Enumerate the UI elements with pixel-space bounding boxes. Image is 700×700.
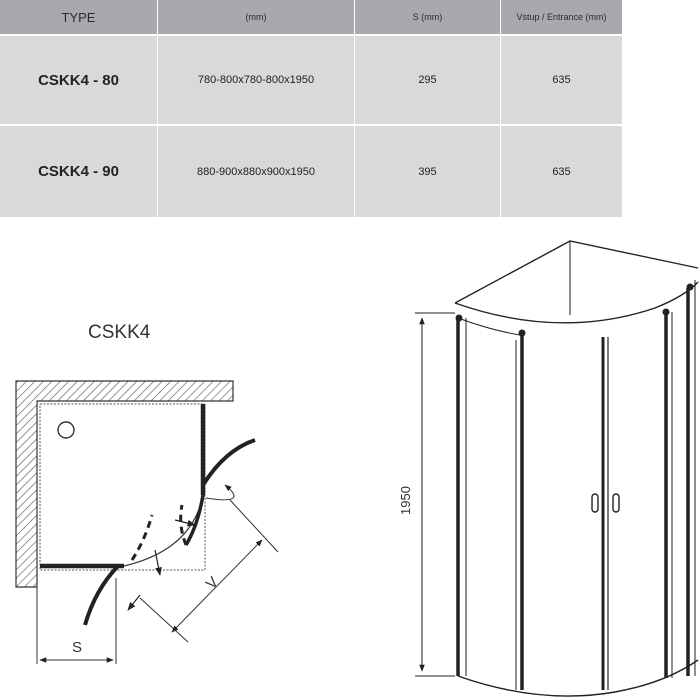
wall-top [16, 381, 233, 587]
header-type: TYPE [0, 0, 158, 34]
swing-arrow-3 [128, 595, 140, 610]
door-handle-right[interactable] [613, 494, 619, 512]
v-ext-1 [230, 500, 278, 552]
row-dimensions: 780-800x780-800x1950 [158, 36, 355, 124]
top-knob-4 [687, 284, 693, 290]
top-knob-3 [663, 309, 669, 315]
top-knob-1 [456, 315, 462, 321]
row-type: CSKK4 - 80 [0, 36, 158, 124]
drain-icon [58, 422, 74, 438]
door-swing-arc [206, 485, 234, 500]
row-s: 395 [355, 126, 501, 217]
header-entrance: Vstup / Entrance (mm) [516, 12, 607, 22]
v-label: V [202, 573, 222, 593]
elevation-view [398, 241, 698, 696]
door-swing-dashed-1 [181, 505, 186, 545]
height-label: 1950 [398, 486, 413, 515]
s-label: S [72, 639, 83, 656]
door-open-right [203, 440, 255, 485]
header-dimensions: (mm) [158, 0, 355, 34]
row-entrance: 635 [552, 74, 571, 86]
top-knob-2 [519, 330, 525, 336]
bottom-rim [458, 660, 698, 696]
back-wall-top [455, 241, 698, 303]
header-s: S (mm) [355, 0, 501, 34]
v-ext-2 [140, 598, 188, 642]
row-dimensions: 880-900x880x900x1950 [158, 126, 355, 217]
row-s: 295 [355, 36, 501, 124]
top-rim [455, 282, 698, 323]
row-type: CSKK4 - 90 [0, 126, 158, 217]
row-entrance: 635 [552, 165, 571, 178]
door-open-left [85, 566, 118, 625]
left-panel-top [458, 318, 520, 335]
door-handle-left[interactable] [592, 494, 598, 512]
plan-view [16, 381, 278, 664]
door-swing-dashed-2 [132, 515, 152, 560]
plan-title: CSKK4 [88, 322, 151, 343]
